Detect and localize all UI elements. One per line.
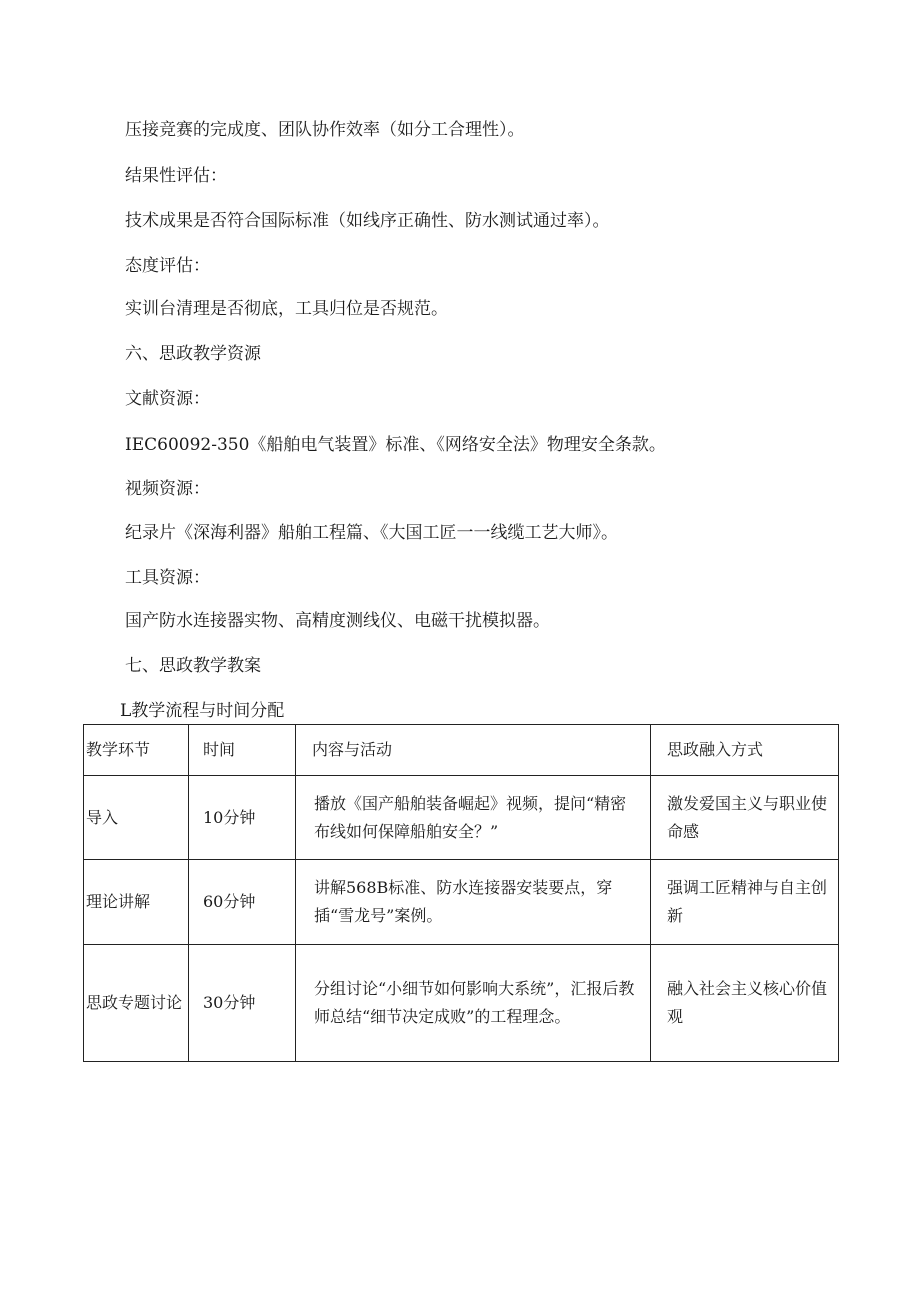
header-cell-stage: 教学环节 bbox=[84, 725, 189, 776]
heading-video-resources: 视频资源： bbox=[125, 479, 210, 499]
cell-ideology: 激发爱国主义与职业使命感 bbox=[651, 776, 839, 860]
cell-content: 分组讨论“小细节如何影响大系统”，汇报后教师总结“细节决定成败”的工程理念。 bbox=[296, 945, 651, 1062]
paragraph-result-evaluation: 技术成果是否符合国际标准（如线序正确性、防水测试通过率）。 bbox=[125, 211, 610, 231]
section-heading-resources: 六、思政教学资源 bbox=[125, 344, 261, 364]
cell-time: 60分钟 bbox=[189, 860, 296, 945]
header-cell-content: 内容与活动 bbox=[296, 725, 651, 776]
heading-literature-resources: 文献资源： bbox=[125, 389, 210, 409]
cell-ideology: 强调工匠精神与自主创新 bbox=[651, 860, 839, 945]
cell-stage: 思政专题讨论 bbox=[84, 945, 189, 1062]
paragraph-tool-resources: 国产防水连接器实物、高精度测线仪、电磁干扰模拟器。 bbox=[125, 611, 550, 631]
section-heading-lesson-plan: 七、思政教学教案 bbox=[125, 656, 261, 676]
heading-result-evaluation: 结果性评估： bbox=[125, 166, 227, 186]
teaching-flow-table bbox=[83, 724, 839, 1062]
heading-tool-resources: 工具资源： bbox=[125, 568, 210, 588]
header-cell-time: 时间 bbox=[189, 725, 296, 776]
cell-content: 播放《国产船舶装备崛起》视频，提问“精密布线如何保障船舶安全？” bbox=[296, 776, 651, 860]
cell-time: 30分钟 bbox=[189, 945, 296, 1062]
table-row bbox=[84, 945, 839, 1062]
paragraph-video-resources: 纪录片《深海利器》船舶工程篇、《大国工匠一一线缆工艺大师》。 bbox=[125, 523, 618, 543]
paragraph-attitude-evaluation: 实训台清理是否彻底，工具归位是否规范。 bbox=[125, 299, 448, 319]
cell-content: 讲解568B标准、防水连接器安装要点，穿插“雪龙号”案例。 bbox=[296, 860, 651, 945]
cell-time: 10分钟 bbox=[189, 776, 296, 860]
table-row bbox=[84, 776, 839, 860]
cell-ideology: 融入社会主义核心价值观 bbox=[651, 945, 839, 1062]
table-row bbox=[84, 860, 839, 945]
table-header-row bbox=[84, 725, 839, 776]
heading-attitude-evaluation: 态度评估： bbox=[125, 256, 210, 276]
paragraph-process-evaluation: 压接竞赛的完成度、团队协作效率（如分工合理性）。 bbox=[125, 120, 525, 140]
header-cell-ideology: 思政融入方式 bbox=[651, 725, 839, 776]
cell-stage: 理论讲解 bbox=[84, 860, 189, 945]
cell-stage: 导入 bbox=[84, 776, 189, 860]
table-caption: L教学流程与时间分配 bbox=[120, 701, 285, 721]
paragraph-literature-resources: IEC60092-350《船舶电气装置》标准、《网络安全法》物理安全条款。 bbox=[125, 435, 666, 455]
